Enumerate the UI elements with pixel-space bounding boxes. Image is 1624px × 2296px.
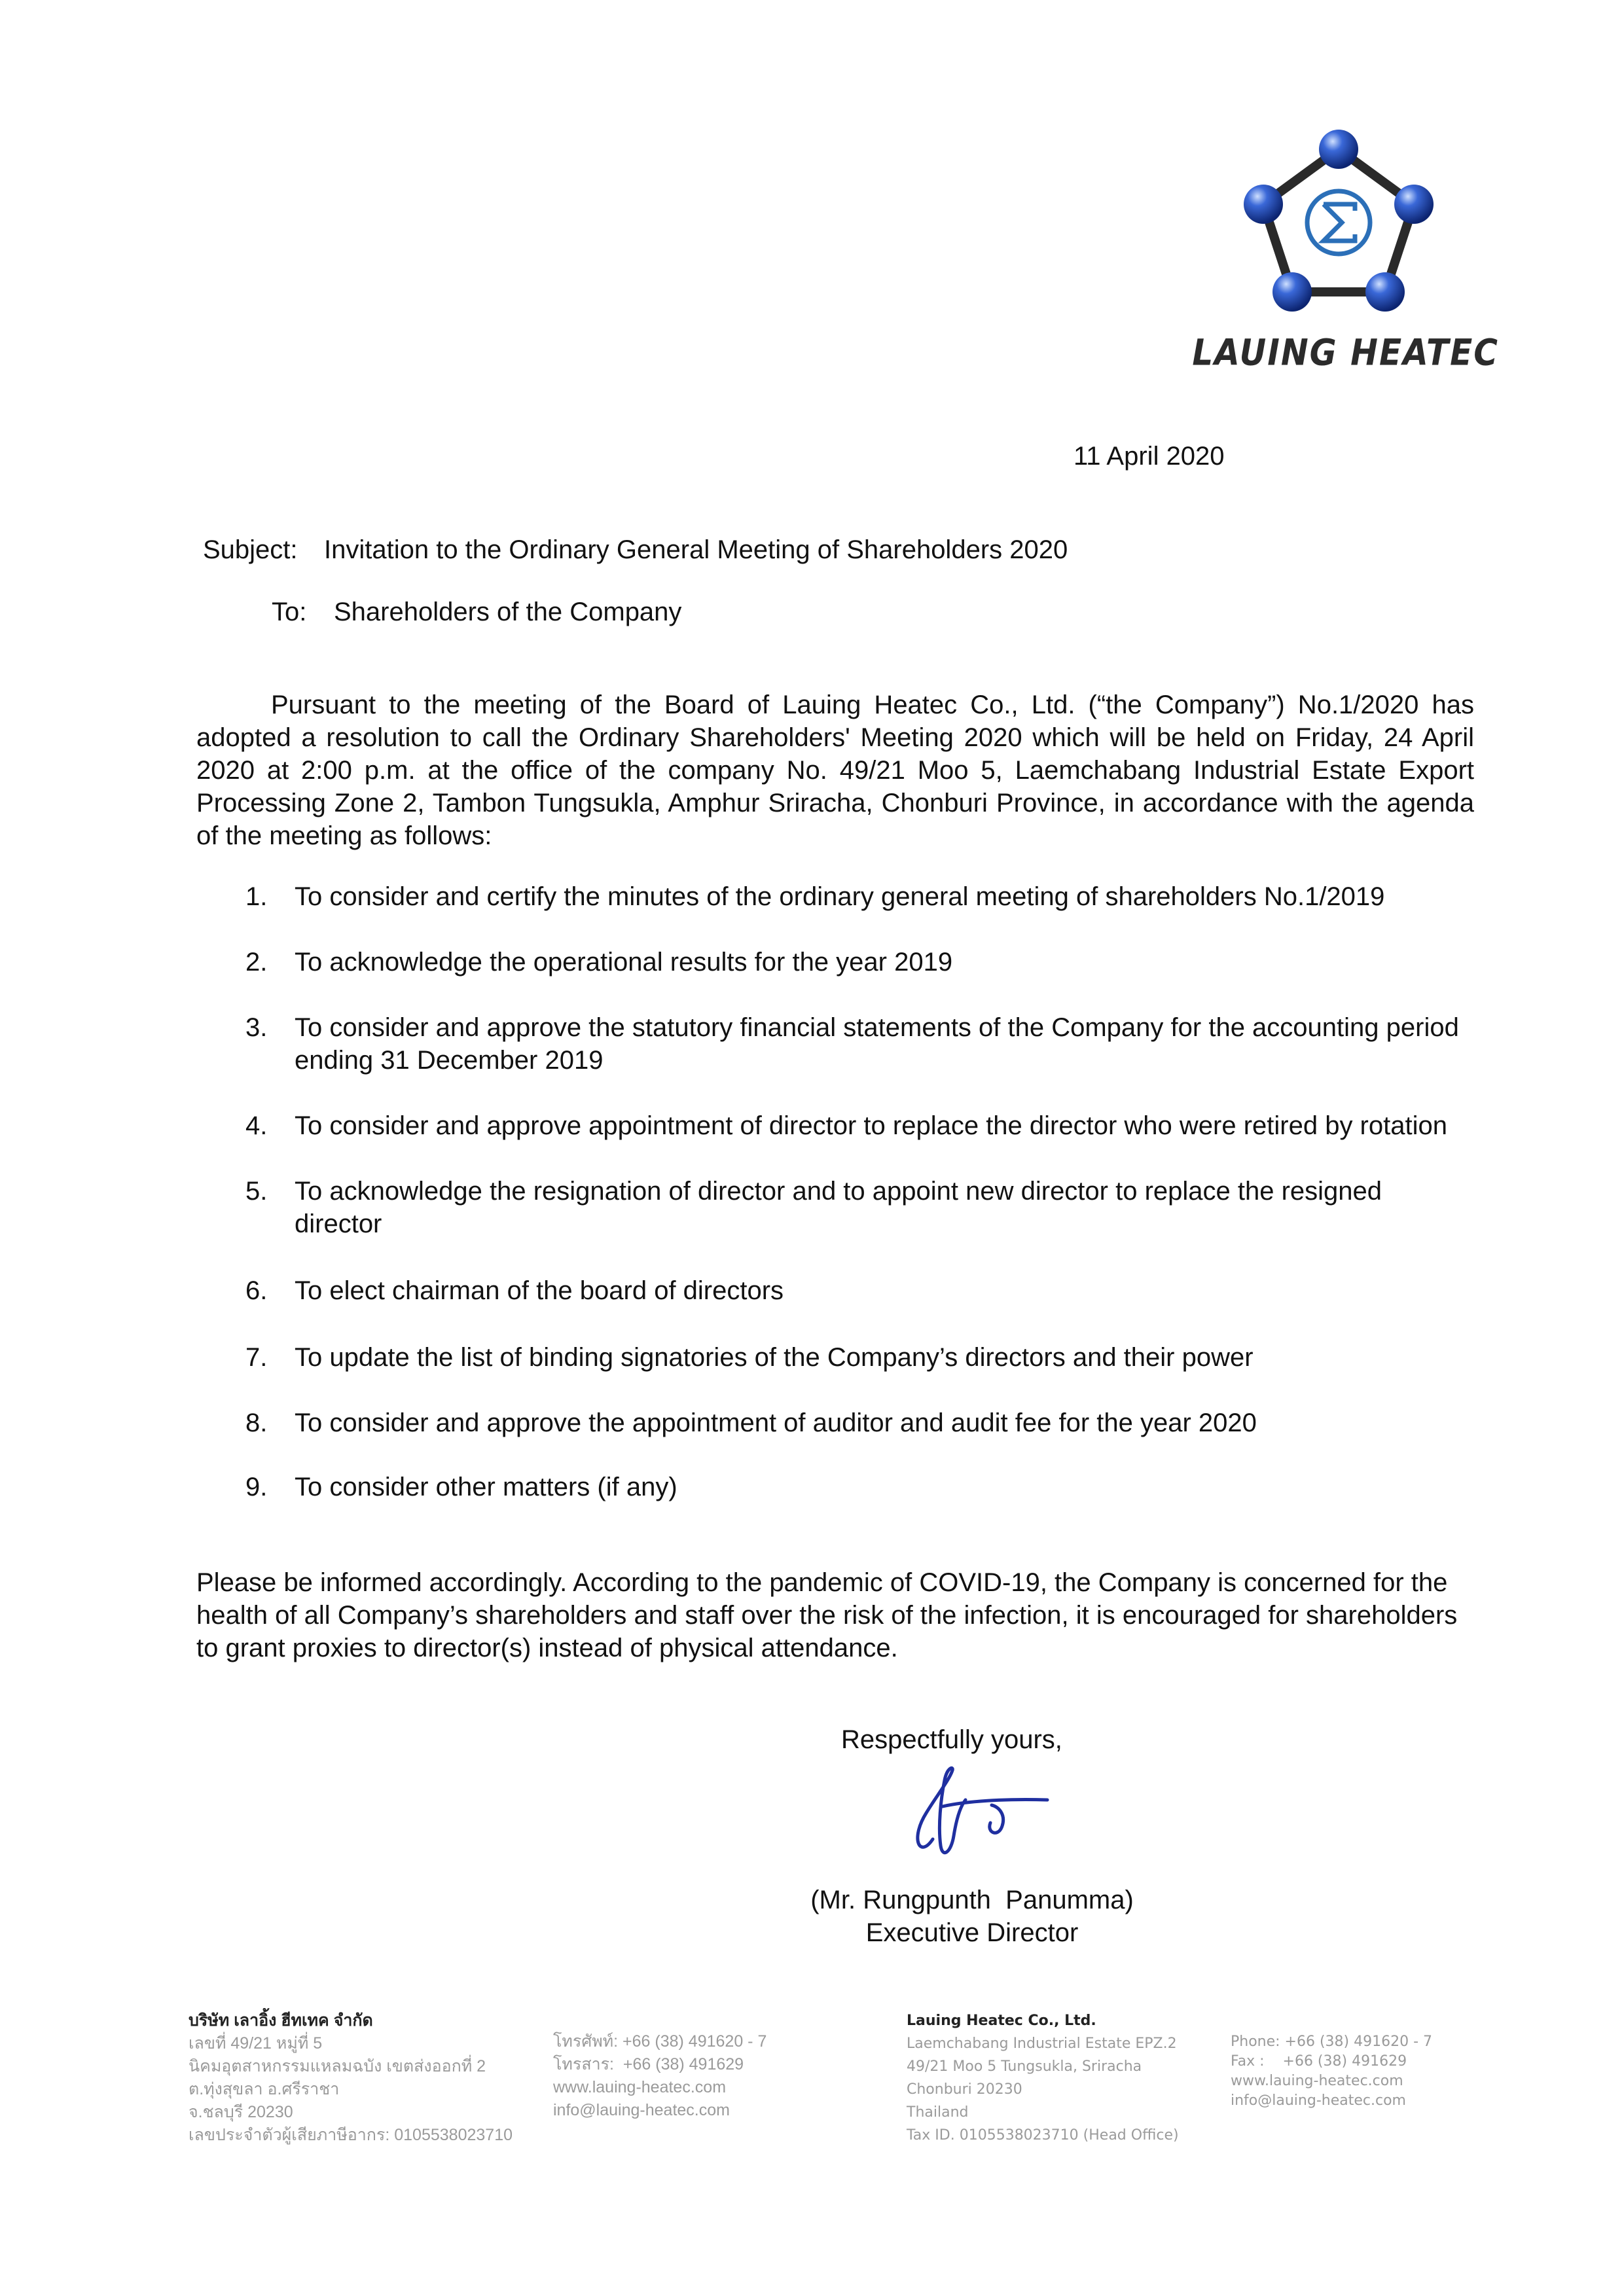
agenda-number: 8. [245,1408,268,1437]
footer-email: info@lauing-heatec.com [1231,2092,1406,2109]
agenda-item [196,1274,1474,1307]
signature-icon [907,1761,1057,1865]
agenda-text: To consider and approve appointment of director to replace the director who were retired by rotation [295,1111,1447,1140]
agenda-number: 5. [245,1177,268,1206]
closing-paragraph: Please be informed accordingly. According to the pandemic of COVID-19, the Company is concerned for the health of all Company’s shareholders and staff over the risk of the infection, it is encouraged for shareholders to grant proxies to director(s) instead of physical attendance. [196,1568,1458,1662]
footer-line: Chonburi 20230 [907,2081,1022,2098]
signer-name: (Mr. Rungpunth Panumma) [810,1886,1134,1914]
agenda-item [196,1011,1474,1077]
logo-mark-icon [1244,124,1434,321]
agenda-item [196,946,1474,978]
footer-phone: โทรศัพท์: +66 (38) 491620 - 7 [553,2032,767,2051]
footer-line: เลขที่ 49/21 หมู่ที่ 5 [189,2034,323,2053]
agenda-text: To elect chairman of the board of directors [295,1276,784,1305]
footer-line: Thailand [907,2104,969,2121]
agenda-item [196,880,1474,913]
intro-paragraph: Pursuant to the meeting of the Board of Lauing Heatec Co., Ltd. (“the Company”) No.1/2020 has adopted a resolution to call the Ordinary Shareholders' Meeting 2020 which will be held on Friday, 24 April 2020 at 2:00 p.m. at the office of the company No. 49/21 Moo 5, Laemchabang Industrial Estate Export Processing Zone 2, Tambon Tungsukla, Amphur Sriracha, Chonburi Province, in accordance with the agenda of the meeting as follows: [196,691,1474,850]
footer-email: info@lauing-heatec.com [553,2101,730,2119]
footer-thai-company: บริษัท เลาอิ้ง ฮีทเทค จำกัด [189,2011,373,2030]
agenda-list [196,880,1474,1503]
footer-fax: Fax : +66 (38) 491629 [1231,2053,1407,2070]
agenda-item [196,1109,1474,1142]
agenda-number: 6. [245,1276,268,1305]
footer-website: www.lauing-heatec.com [553,2078,727,2096]
subject-text: Invitation to the Ordinary General Meeting of Shareholders 2020 [324,535,1068,564]
letter-date: 11 April 2020 [1074,442,1225,471]
agenda-text: To consider other matters (if any) [295,1473,677,1501]
footer-thai-address [189,2009,513,2147]
agenda-item [196,1407,1474,1439]
logo-wordmark: LAUING HEATEC [1192,332,1499,374]
footer-thai-contact [553,2030,767,2122]
footer-fax: โทรสาร: +66 (38) 491629 [553,2055,744,2073]
footer-phone: Phone: +66 (38) 491620 - 7 [1231,2034,1433,2050]
footer-line: ต.ทุ่งสุขลา อ.ศรีราชา [189,2080,340,2098]
complimentary-close: Respectfully yours, [841,1725,1062,1754]
footer-line: จ.ชลบุรี 20230 [189,2103,293,2121]
agenda-number: 3. [245,1013,268,1042]
agenda-item [196,1175,1474,1240]
signer-title: Executive Director [865,1918,1079,1947]
agenda-item [196,1341,1474,1374]
agenda-number: 1. [245,882,268,911]
footer-line: Laemchabang Industrial Estate EPZ.2 [907,2036,1177,2052]
agenda-text: To consider and certify the minutes of the ordinary general meeting of shareholders No.1/2019 [295,882,1385,911]
agenda-number: 4. [245,1111,268,1140]
signer-block [782,1884,1162,1949]
agenda-number: 2. [245,948,268,977]
footer-english-address [907,2009,1179,2147]
footer-english-company: Lauing Heatec Co., Ltd. [907,2013,1096,2029]
agenda-text: To acknowledge the resignation of director and to appoint new director to replace the resigned director [295,1177,1382,1238]
subject-line [203,533,1068,566]
company-logo [1178,124,1499,386]
subject-label: Subject: [203,535,298,564]
agenda-text: To consider and approve the appointment of auditor and audit fee for the year 2020 [295,1408,1257,1437]
agenda-number: 9. [245,1473,268,1501]
footer-line: เลขประจำตัวผู้เสียภาษีอากร: 0105538023710 [189,2126,513,2144]
footer-line: 49/21 Moo 5 Tungsukla, Sriracha [907,2058,1142,2075]
agenda-text: To acknowledge the operational results for the year 2019 [295,948,953,977]
recipient-label: To: [272,598,307,626]
footer-website: www.lauing-heatec.com [1231,2073,1403,2089]
agenda-text: To consider and approve the statutory financial statements of the Company for the accounting period ending 31 December 2019 [295,1013,1459,1075]
recipient-text: Shareholders of the Company [334,598,682,626]
footer-english-contact [1231,2032,1432,2111]
agenda-number: 7. [245,1343,268,1372]
footer-line: นิคมอุตสาหกรรมแหลมฉบัง เขตส่งออกที่ 2 [189,2057,486,2075]
agenda-text: To update the list of binding signatories of the Company’s directors and their power [295,1343,1254,1372]
recipient-line [272,596,681,628]
agenda-item [196,1471,1474,1503]
footer-line: Tax ID. 0105538023710 (Head Office) [907,2127,1179,2144]
